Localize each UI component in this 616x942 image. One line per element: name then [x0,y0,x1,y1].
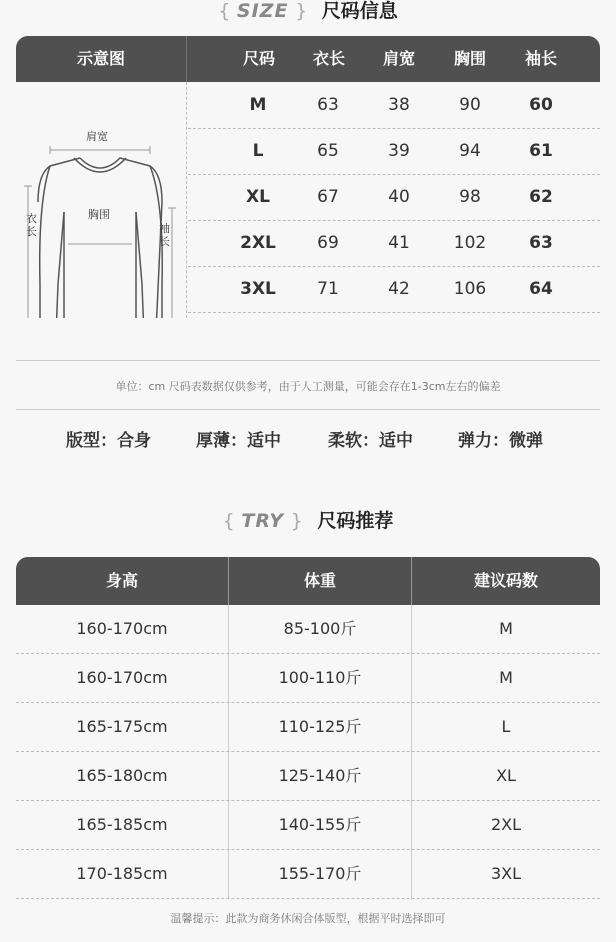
try-title-cn: 尺码推荐 [317,510,394,532]
size-title-en: SIZE [236,0,289,22]
diagram-chest-label: 胸围 [88,208,110,221]
diagram-shoulder-label: 肩宽 [86,130,108,143]
product-attributes [0,426,616,452]
attr-elasticity: 弹力：微弹 [458,431,543,451]
size-table-header [16,36,600,82]
measurement-note: 单位：cm 尺码表数据仅供参考，由于人工测量，可能会存在1-3cm左右的偏差 [115,380,501,393]
table-row: XL 67 40 98 62 [188,174,600,221]
try-title-en: TRY [241,510,284,532]
table-row: L 65 39 94 61 [188,128,600,175]
header-height: 身高 [105,571,138,590]
table-row: M 63 38 90 60 [188,82,600,129]
table-row: 160-170cm 85-100斤 M [16,605,600,654]
header-sleeve: 袖长 [524,49,557,68]
sweater-outline-icon [16,82,186,318]
attr-thickness: 厚薄：适中 [196,431,281,451]
size-title-cn: 尺码信息 [321,0,398,22]
attr-softness: 柔软：适中 [328,431,413,451]
divider [16,360,600,361]
divider [16,409,600,410]
table-row: 165-175cm 110-125斤 L [16,703,600,752]
footer-tip: 温馨提示：此款为商务休闲合体版型，根据平时选择即可 [170,912,446,925]
header-shoulder: 肩宽 [382,49,415,68]
try-section-title: { TRY } 尺码推荐 [222,510,394,532]
header-weight: 体重 [303,571,336,590]
diagram-sleeve-label: 袖长 [159,222,170,248]
table-row: 165-185cm 140-155斤 2XL [16,801,600,850]
attr-fit: 版型：合身 [66,431,151,451]
sweater-diagram [16,82,187,318]
size-table [16,36,600,318]
header-recommended-size: 建议码数 [473,571,538,590]
table-row: 3XL 71 42 106 64 [188,266,600,313]
header-chest: 胸围 [453,49,486,68]
header-size: 尺码 [242,49,275,68]
table-row: 170-185cm 155-170斤 3XL [16,850,600,899]
rec-table-header [16,557,600,605]
diagram-length-label: 衣长 [26,212,37,238]
size-section-title: { SIZE } 尺码信息 [218,0,398,22]
rec-table [16,605,600,899]
table-row: 160-170cm 100-110斤 M [16,654,600,703]
header-diagram: 示意图 [76,49,125,68]
table-row: 2XL 69 41 102 63 [188,220,600,267]
header-length: 衣长 [312,49,345,68]
table-row: 165-180cm 125-140斤 XL [16,752,600,801]
